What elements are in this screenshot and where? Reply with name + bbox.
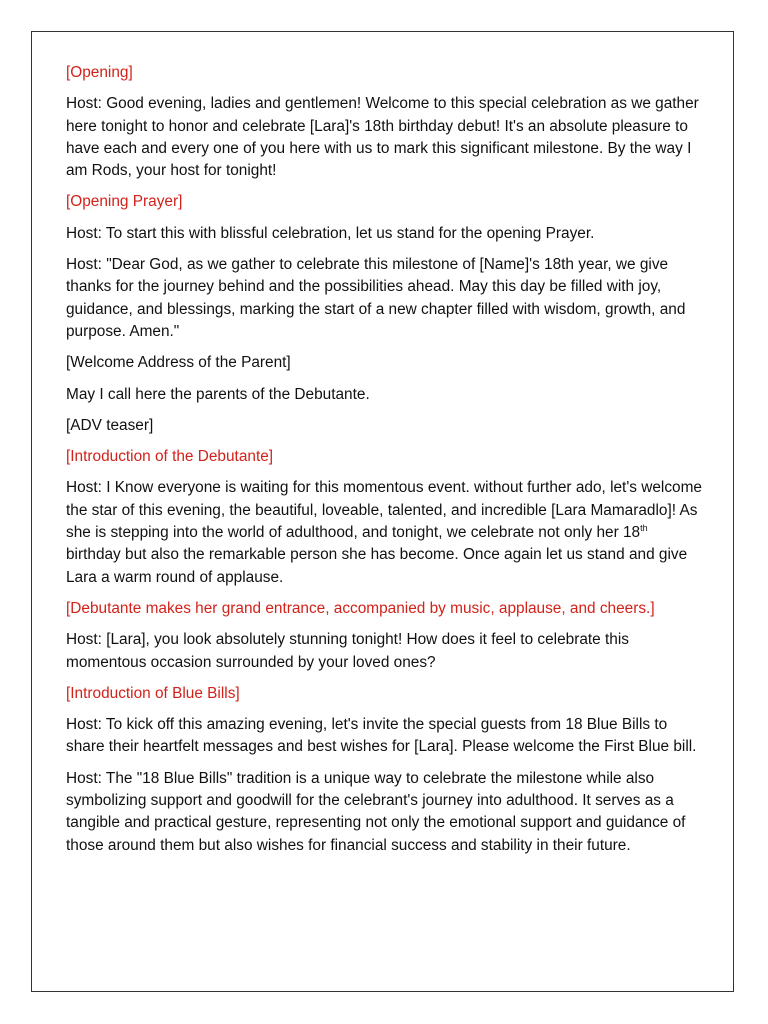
- host-welcome-paragraph: Host: Good evening, ladies and gentlemen! Welcome to this special celebration as we gather here tonight to honor and celebrate [Lara]'s 18th birthday debut! It's an absolute pleasure to have each and every one of you here with us to mark this significant milestone. By the way I am Rods, your host for tonight!: [66, 95, 699, 180]
- host-blue-bills-tradition-paragraph: Host: The "18 Blue Bills" tradition is a unique way to celebrate the milestone while also symbolizing support and goodwill for the celebrant's journey into adulthood. It serves as a tangible and practical gesture, representing not only the emotional support and guidance of those around them but also wishes for financial success and stability in their future.: [66, 769, 686, 854]
- adv-teaser-note: [ADV teaser]: [66, 416, 154, 434]
- host-prayer-paragraph: Host: "Dear God, as we gather to celebrate this milestone of [Name]'s 18th year, we give thanks for the journey behind and the possibilities ahead. May this day be filled with joy, guidance, and blessings, marking the start of a new chapter filled with wisdom, growth, and purpose. Amen.": [66, 256, 686, 340]
- host-debutante-intro-paragraph: [66, 477, 706, 588]
- parents-call-paragraph: May I call here the parents of the Debutante.: [66, 385, 370, 403]
- host-question-paragraph: Host: [Lara], you look absolutely stunning tonight! How does it feel to celebrate this momentous occasion surrounded by your loved ones?: [66, 631, 629, 671]
- welcome-address-note: [Welcome Address of the Parent]: [66, 354, 291, 372]
- document-body: [66, 62, 706, 866]
- debutante-intro-text-before: Host: I Know everyone is waiting for this momentous event. without further ado, let's welcome the star of this evening, the beautiful, loveable, talented, and incredible [Lara Mamaradlo]! As she is stepping into the world of adulthood, and tonight, we celebrate not only her 18: [66, 479, 702, 542]
- stage-direction-grand-entrance: [Debutante makes her grand entrance, accompanied by music, applause, and cheers.]: [66, 599, 655, 617]
- section-heading-introduction-blue-bills: [Introduction of Blue Bills]: [66, 684, 240, 702]
- host-blue-bills-invite-paragraph: Host: To kick off this amazing evening, let's invite the special guests from 18 Blue Bills to share their heartfelt messages and best wishes for [Lara]. Please welcome the First Blue bill.: [66, 716, 697, 756]
- document-page: [31, 31, 734, 992]
- section-heading-opening: [Opening]: [66, 64, 133, 81]
- section-heading-opening-prayer: [Opening Prayer]: [66, 193, 183, 211]
- debutante-intro-text-after: birthday but also the remarkable person she has become. Once again let us stand and give Lara a warm round of applause.: [66, 546, 688, 586]
- ordinal-superscript: th: [640, 523, 648, 534]
- section-heading-introduction-debutante: [Introduction of the Debutante]: [66, 448, 274, 466]
- host-prayer-invite-paragraph: Host: To start this with blissful celebration, let us stand for the opening Prayer.: [66, 224, 595, 242]
